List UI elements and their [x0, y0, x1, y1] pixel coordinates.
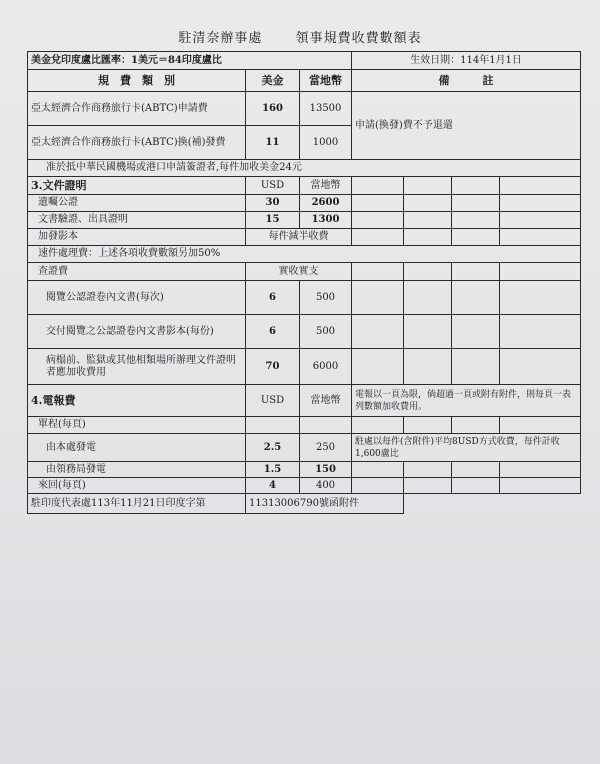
office-telegram-label: 由本處發電 [28, 434, 246, 462]
round-trip-label: 來回(每頁) [28, 478, 246, 494]
abtc-apply-usd: 160 [246, 92, 300, 126]
search-fee: 實收實支 [246, 263, 352, 281]
table-row [28, 349, 581, 385]
footer-row [28, 494, 581, 514]
telegram-note: 電報以一頁為限，倘超過一頁或附有附件，則每頁一表列數額加收費用。 [352, 385, 581, 417]
deliver-usd: 6 [246, 315, 300, 349]
doc-cert-local-label: 當地幣 [300, 177, 352, 195]
hospital-usd: 70 [246, 349, 300, 385]
will-local: 2600 [300, 195, 352, 212]
table-row [28, 177, 581, 195]
rush-note: 速件處理費：上述各項收費數額另加50% [28, 246, 581, 263]
table-row [28, 229, 581, 246]
col-local-header: 當地幣 [300, 70, 352, 92]
footer-right: 11313006790號函附件 [246, 494, 404, 514]
abtc-replace-local: 1000 [300, 126, 352, 160]
effective-date: 生效日期：114年1月1日 [352, 52, 581, 70]
table-row [28, 195, 581, 212]
table-row [28, 160, 581, 177]
table-row [28, 462, 581, 478]
abtc-remark: 申請(換發)費不予退還 [352, 92, 581, 160]
telegram-usd-label: USD [246, 385, 300, 417]
round-trip-local: 400 [300, 478, 352, 494]
hospital-local: 6000 [300, 349, 352, 385]
will-usd: 30 [246, 195, 300, 212]
footer-left: 駐印度代表處113年11月21日印度字第 [28, 494, 246, 514]
verify-local: 1300 [300, 212, 352, 229]
hospital-label: 病榻前、監獄或其他相類場所辦理文件證明者應加收費用 [28, 349, 246, 385]
round-trip-usd: 4 [246, 478, 300, 494]
table-row [28, 92, 581, 126]
abtc-apply-label: 亞太經濟合作商務旅行卡(ABTC)申請費 [28, 92, 246, 126]
fee-table [27, 51, 581, 514]
table-title: 領事規費收費數額表 [295, 31, 422, 46]
table-row [28, 263, 581, 281]
table-row [28, 212, 581, 229]
col-usd-header: 美金 [246, 70, 300, 92]
ministry-telegram-usd: 1.5 [246, 462, 300, 478]
will-label: 遺囑公證 [28, 195, 246, 212]
deliver-label: 交付閱覽之公認證卷內文書影本(每份) [28, 315, 246, 349]
office-telegram-local: 250 [300, 434, 352, 462]
table-row [28, 478, 581, 494]
ministry-telegram-label: 由領務局發電 [28, 462, 246, 478]
oneway-label: 單程(每頁) [28, 417, 246, 434]
table-row [28, 315, 581, 349]
abtc-replace-usd: 11 [246, 126, 300, 160]
ministry-telegram-local: 150 [300, 462, 352, 478]
airport-note: 准於抵中華民國機場或港口申請簽證者,每件加收美金24元 [28, 160, 581, 177]
verify-usd: 15 [246, 212, 300, 229]
document-title [0, 27, 600, 46]
table-row [28, 385, 581, 417]
table-row [28, 246, 581, 263]
view-label: 閱覽公認證卷內文書(每次) [28, 281, 246, 315]
telegram-heading: 4.電報費 [28, 385, 246, 417]
col-item-header: 規 費 類 別 [28, 70, 246, 92]
doc-cert-usd-label: USD [246, 177, 300, 195]
exchange-rate: 美金兌印度盧比匯率：1美元＝84印度盧比 [28, 52, 352, 70]
col-remark-header: 備 註 [352, 70, 581, 92]
header-row [28, 70, 581, 92]
office-name: 駐清奈辦事處 [178, 31, 263, 46]
office-telegram-usd: 2.5 [246, 434, 300, 462]
telegram-local-label: 當地幣 [300, 385, 352, 417]
abtc-apply-local: 13500 [300, 92, 352, 126]
verify-label: 文書驗證、出具證明 [28, 212, 246, 229]
table-row [28, 434, 581, 462]
table-row [28, 417, 581, 434]
rate-row [28, 52, 581, 70]
doc-cert-heading: 3.文件證明 [28, 177, 246, 195]
table-row [28, 281, 581, 315]
copy-label: 加發影本 [28, 229, 246, 246]
view-usd: 6 [246, 281, 300, 315]
search-label: 查證費 [28, 263, 246, 281]
deliver-local: 500 [300, 315, 352, 349]
copy-fee: 每件減半收費 [246, 229, 352, 246]
office-telegram-note: 駐處以每件(含附件)平均8USD方式收費，每件計收1,600盧比 [352, 434, 581, 462]
abtc-replace-label: 亞太經濟合作商務旅行卡(ABTC)換(補)發費 [28, 126, 246, 160]
view-local: 500 [300, 281, 352, 315]
